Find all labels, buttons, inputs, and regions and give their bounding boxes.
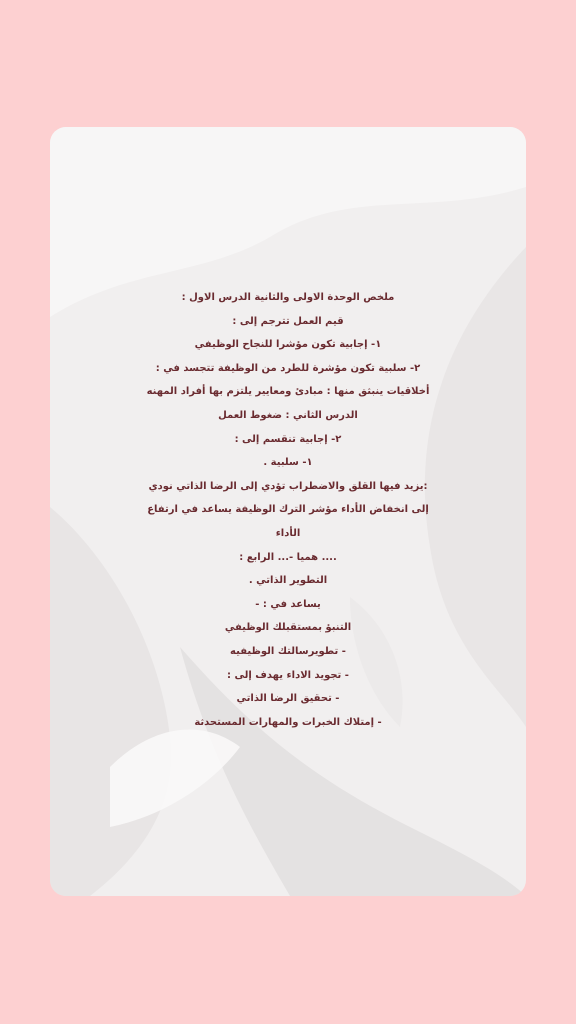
summary-line: ١- إجابية تكون مؤشرا للنجاح الوظيفي — [194, 339, 382, 351]
summary-line: - إمتلاك الخبرات والمهارات المستحدثة — [194, 716, 382, 728]
summary-line: :يزيد فيها القلق والاضطراب تؤدي إلى الرضا الذاتي نودي — [148, 480, 428, 492]
summary-line: ٢- سلبية تكون مؤشرة للطرد من الوظيفة تتجسد في : — [155, 362, 421, 374]
summary-line: أخلاقيات ينبثق منها : مبادئ ومعايير يلتزم بها أفراد المهنه — [146, 386, 430, 398]
summary-line: .... هميا -... الرابع : — [239, 551, 337, 563]
summary-line: - تجويد الاداء يهدف إلى : — [227, 669, 349, 681]
summary-line: ١- سلبية . — [263, 457, 313, 469]
summary-line: إلى انخفاض الأداء مؤشر الترك الوظيفة يساعد في ارتفاع — [147, 504, 429, 516]
summary-line: قيم العمل تترجم إلى : — [232, 315, 344, 327]
summary-line: - تطويرسالتك الوظيفيه — [230, 645, 346, 657]
summary-line: التطوير الذاتي . — [248, 575, 328, 587]
summary-text — [0, 286, 576, 734]
summary-line: الدرس الثاني : ضغوط العمل — [218, 409, 358, 421]
summary-line: يساعد في : - — [255, 598, 321, 610]
summary-heading: ملخص الوحدة الاولى والثانية الدرس الاول : — [181, 292, 395, 303]
summary-line: الأداء — [275, 527, 301, 539]
summary-line: - تحقيق الرضا الذاتي — [236, 693, 340, 705]
summary-line: ٢- إجابية تنقسم إلى : — [234, 433, 342, 445]
summary-line: التنبؤ بمستقبلك الوظيفي — [224, 622, 352, 634]
